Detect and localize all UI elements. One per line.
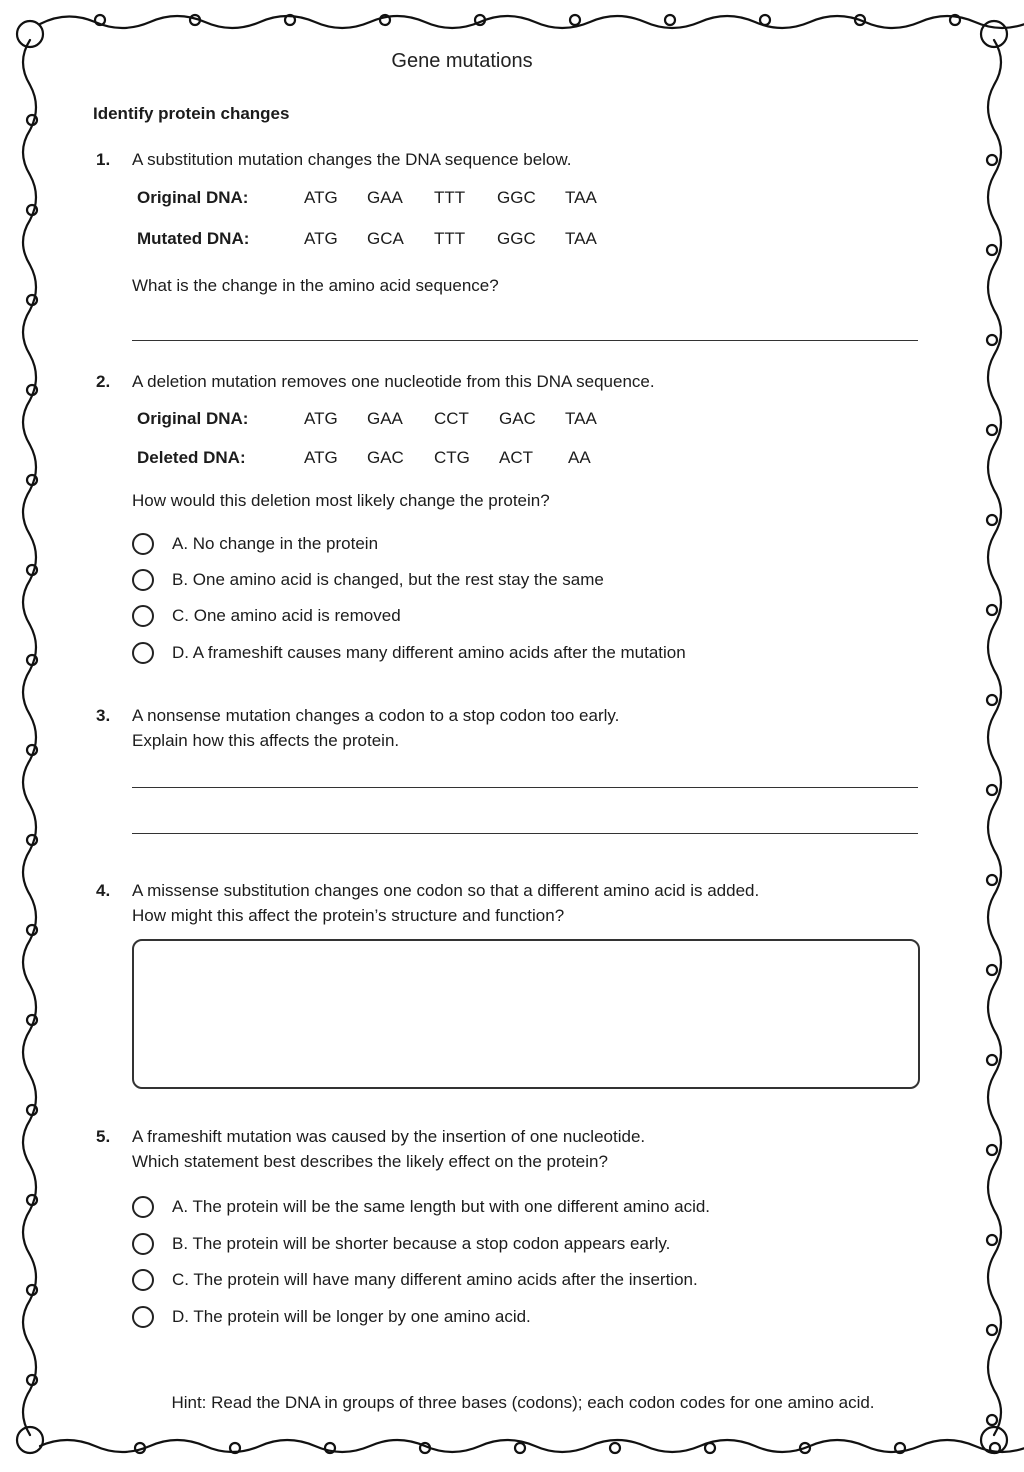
q2-option-b[interactable] [132,567,604,593]
q5-option-c[interactable] [132,1267,698,1293]
codon: GAC [367,448,404,467]
codon: ATG [304,229,338,248]
codon: ATG [304,448,338,467]
deleted-dna-label: Deleted DNA: [137,448,246,467]
page-title: Gene mutations [391,50,533,72]
option-label: D. The protein will be longer by one amino acid. [172,1307,531,1326]
q5-option-d[interactable] [132,1304,531,1330]
question-5-line-2: Which statement best describes the likely effect on the protein? [132,1152,608,1171]
radio-button[interactable] [132,533,154,555]
codon: GGC [497,229,536,248]
codon: ATG [304,409,338,428]
question-1-prompt: What is the change in the amino acid sequence? [132,276,499,295]
answer-line-q3-2[interactable] [132,833,918,834]
codon: ATG [304,188,338,207]
option-label: A. No change in the protein [172,534,379,553]
codon: TAA [565,188,597,207]
question-5-number: 5. [96,1127,111,1146]
codon: GAA [367,188,403,207]
option-label: D. A frameshift causes many different amino acids after the mutation [172,643,686,662]
question-3-line-1: A nonsense mutation changes a codon to a stop codon too early. [132,706,620,725]
answer-box-q4[interactable] [132,939,920,1089]
codon: GGC [497,188,536,207]
codon: TTT [434,188,466,207]
codon: CTG [434,448,470,467]
question-2-text: A deletion mutation removes one nucleotide from this DNA sequence. [132,372,655,391]
q5-option-a[interactable] [132,1194,710,1220]
mutated-dna-label: Mutated DNA: [137,229,250,248]
question-3-line-2: Explain how this affects the protein. [132,731,400,750]
radio-button[interactable] [132,1196,154,1218]
question-5-line-1: A frameshift mutation was caused by the insertion of one nucleotide. [132,1127,646,1146]
answer-line-q3-1[interactable] [132,787,918,788]
codon: GAC [499,409,536,428]
option-label: B. One amino acid is changed, but the rest stay the same [172,570,604,589]
question-1-number: 1. [96,150,111,169]
option-label: C. The protein will have many different amino acids after the insertion. [172,1270,698,1289]
question-1-text: A substitution mutation changes the DNA sequence below. [132,150,572,169]
question-4-line-1: A missense substitution changes one codon so that a different amino acid is added. [132,881,760,900]
q2-option-a[interactable] [132,531,378,557]
radio-button[interactable] [132,1233,154,1255]
codon: TTT [434,229,466,248]
radio-button[interactable] [132,642,154,664]
codon: AA [568,448,591,467]
q5-option-b[interactable] [132,1231,670,1257]
answer-line-q1[interactable] [132,340,918,341]
question-3-number: 3. [96,706,111,725]
codon: TAA [565,229,597,248]
question-2-number: 2. [96,372,111,391]
radio-button[interactable] [132,1306,154,1328]
radio-button[interactable] [132,1269,154,1291]
codon: ACT [499,448,533,467]
original-dna-label: Original DNA: [137,188,249,207]
radio-button[interactable] [132,605,154,627]
question-2-prompt: How would this deletion most likely change the protein? [132,491,550,510]
hint-text: Hint: Read the DNA in groups of three bases (codons); each codon codes for one amino acid. [171,1393,875,1412]
codon: GCA [367,229,404,248]
q2-option-c[interactable] [132,603,401,629]
codon: TAA [565,409,597,428]
original-dna-label: Original DNA: [137,409,249,428]
question-4-number: 4. [96,881,111,900]
option-label: C. One amino acid is removed [172,606,401,625]
option-label: A. The protein will be the same length but with one different amino acid. [172,1197,711,1216]
codon: GAA [367,409,403,428]
question-4-line-2: How might this affect the protein’s structure and function? [132,906,565,925]
codon: CCT [434,409,469,428]
section-heading: Identify protein changes [93,104,290,123]
option-label: B. The protein will be shorter because a stop codon appears early. [172,1234,671,1253]
radio-button[interactable] [132,569,154,591]
q2-option-d[interactable] [132,640,686,666]
